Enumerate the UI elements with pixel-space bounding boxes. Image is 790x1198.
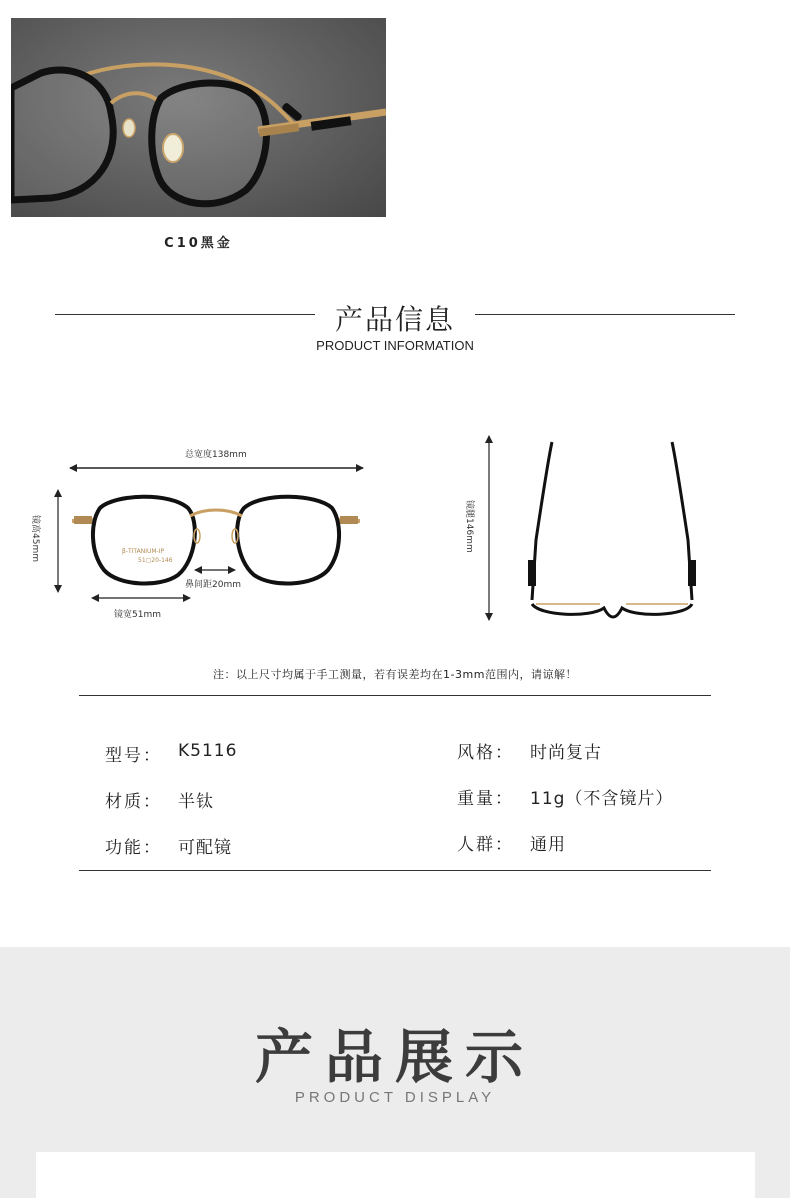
lens-height-label: 镜高45mm xyxy=(30,515,40,562)
nose-distance-label: 鼻间距20mm xyxy=(185,580,241,590)
spec-function-key: 功能： xyxy=(105,838,162,858)
spec-model-value: K5116 xyxy=(178,741,238,761)
left-lens-rim xyxy=(11,70,113,200)
spec-top-rule xyxy=(79,695,711,696)
spec-weight-key: 重量： xyxy=(457,789,514,809)
lens-width-label: 镜宽51mm xyxy=(114,610,161,620)
info-section-subtitle: PRODUCT INFORMATION xyxy=(316,338,474,353)
product-photo xyxy=(11,18,386,217)
spec-crowd-value: 通用 xyxy=(530,835,566,855)
spec-style-value: 时尚复古 xyxy=(530,743,602,763)
spec-style-key: 风格： xyxy=(457,743,514,763)
frame-marking-1: β-TITANIUM-IP xyxy=(122,548,165,555)
spec-crowd-key: 人群： xyxy=(457,835,514,855)
top-view-glasses xyxy=(528,442,696,617)
nose-pad-left xyxy=(123,119,135,137)
spec-material-value: 半钛 xyxy=(178,792,214,812)
display-section-subtitle: PRODUCT DISPLAY xyxy=(294,1089,496,1106)
spec-weight-value: 11g（不含镜片） xyxy=(530,789,674,809)
spec-bottom-rule xyxy=(79,870,711,871)
info-section-title: 产品信息 xyxy=(334,303,455,336)
display-section-title: 产品展示 xyxy=(254,1023,535,1091)
spec-material-key: 材质： xyxy=(105,792,162,812)
frame-marking-2: 51▢20-146 xyxy=(138,557,173,564)
right-lens-rim xyxy=(152,83,267,204)
color-label: C10黑金 xyxy=(164,236,233,251)
display-card xyxy=(36,1152,755,1198)
temple-length-label: 镜腿146mm xyxy=(464,500,474,553)
bridge xyxy=(111,93,161,103)
glasses-photo-illustration xyxy=(11,18,386,217)
total-width-label: 总宽度138mm xyxy=(185,450,247,460)
spec-function-value: 可配镜 xyxy=(178,838,232,858)
measurement-note: 注：以上尺寸均属于手工测量，若有误差均在1-3mm范围内，请谅解！ xyxy=(213,668,577,681)
spec-model-key: 型号： xyxy=(105,746,162,766)
